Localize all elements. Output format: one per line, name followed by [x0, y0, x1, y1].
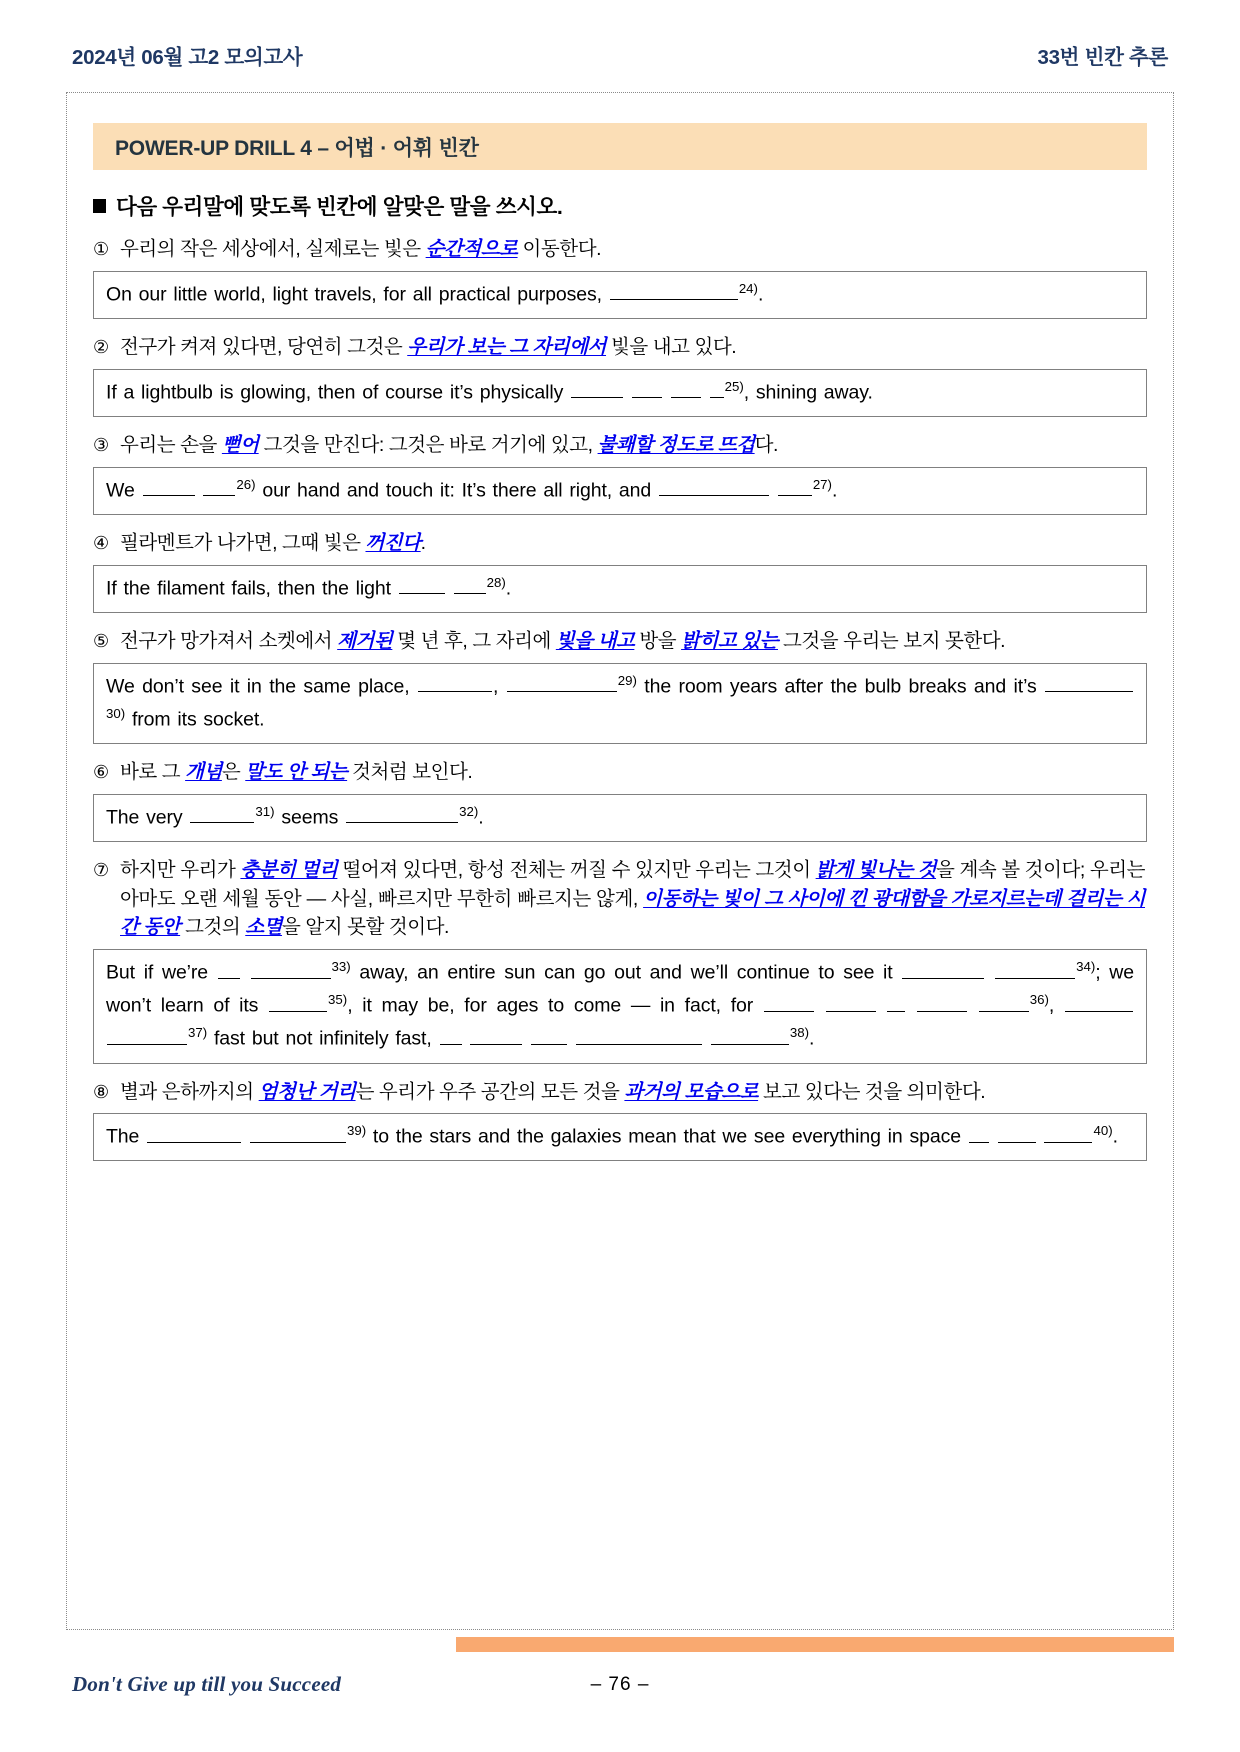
korean-emphasis: 개념: [185, 760, 222, 783]
korean-emphasis: 충분히 멀리: [240, 858, 338, 881]
footnote-marker: 31): [255, 803, 275, 819]
item-number: ⑦: [93, 859, 109, 880]
korean-text-part: 우리는 손을: [120, 433, 222, 456]
answer-blank[interactable]: [531, 1024, 567, 1044]
footnote-marker: 37): [188, 1025, 208, 1041]
list-item: [93, 333, 1147, 417]
list-item: [93, 627, 1147, 744]
korean-emphasis: 불쾌할 정도로 뜨겁: [597, 433, 755, 456]
list-item: [93, 235, 1147, 319]
footnote-marker: 36): [1029, 992, 1049, 1008]
korean-text-part: 필라멘트가 나가면, 그때 빛은: [120, 531, 366, 554]
korean-text-part: 별과 은하까지의: [120, 1080, 259, 1103]
item-number: ③: [93, 434, 109, 455]
instruction-text: 다음 우리말에 맞도록 빈칸에 알맞은 말을 쓰시오.: [116, 195, 563, 219]
answer-blank[interactable]: [190, 803, 254, 823]
square-bullet-icon: [93, 199, 106, 213]
answer-blank[interactable]: [671, 378, 701, 398]
answer-blank[interactable]: [399, 574, 445, 594]
item-number: ⑥: [93, 761, 109, 782]
korean-text-part: 그것을 우리는 보지 못한다.: [777, 629, 1006, 652]
korean-text-part: 전구가 망가져서 소켓에서: [120, 629, 338, 652]
list-item: [93, 1078, 1147, 1162]
korean-emphasis: 빛을 내고: [555, 629, 635, 652]
korean-text-part: 은: [221, 760, 246, 783]
korean-sentence: [120, 235, 1147, 264]
answer-box[interactable]: We $^{26)}$ our hand and touch it: It’s there all right, and $^{27)}$.: [93, 467, 1147, 515]
drill-title-bar: [93, 123, 1147, 170]
answer-blank[interactable]: [764, 991, 814, 1011]
korean-text-part: 것처럼 보인다.: [347, 760, 473, 783]
footnote-marker: 38): [789, 1025, 809, 1041]
answer-blank[interactable]: [203, 476, 235, 496]
item-list: [93, 235, 1147, 1175]
korean-prompt: [93, 235, 1147, 264]
answer-box[interactable]: If a lightbulb is glowing, then of course it’s physically $^{25)}$, shining away.: [93, 369, 1147, 417]
drill-title-text: POWER-UP DRILL 4 – 어법 · 어휘 빈칸: [115, 136, 479, 160]
answer-blank[interactable]: [610, 280, 738, 300]
answer-blank[interactable]: [269, 991, 327, 1011]
answer-blank[interactable]: [902, 958, 984, 978]
korean-emphasis: 밝게 빛나는 것: [815, 858, 937, 881]
answer-blank[interactable]: [251, 958, 331, 978]
korean-text-part: 떨어져 있다면, 항성 전체는 꺼질 수 있지만 우리는 그것이: [337, 858, 816, 881]
footnote-marker: 27): [812, 476, 832, 492]
korean-sentence: [120, 758, 1147, 787]
korean-emphasis: 뻗어: [221, 433, 259, 456]
answer-box[interactable]: We don’t see it in the same place, , $^{29)}$ the room years after the bulb breaks and it’s $^{30)}$ from its socket.: [93, 663, 1147, 744]
answer-blank[interactable]: [979, 991, 1029, 1011]
footnote-marker: 28): [486, 574, 506, 590]
footnote-marker: 32): [459, 803, 479, 819]
answer-blank[interactable]: [778, 476, 812, 496]
list-item: [93, 431, 1147, 515]
korean-text-part: 이동한다.: [517, 238, 602, 260]
answer-box[interactable]: But if we’re $^{33)}$ away, an entire sun can go out and we’ll continue to see it $^{34)}$; we won’t learn of its $^{35)}$, it may be, for ages to come — in fact, for $^{36)}$, $^{37)}$ fast but not infinitely fast, $^{38)}$.: [93, 949, 1147, 1063]
item-number: ④: [93, 532, 109, 553]
korean-text-part: 바로 그: [120, 760, 186, 783]
korean-text-part: 전구가 켜져 있다면, 당연히 그것은: [120, 335, 408, 358]
korean-text-part: 을 계속 볼 것이다; 우리는 아마도 오랜 세월 동안 — 사실, 빠르지만 무한히 빠르지는 않게,: [120, 858, 1146, 910]
answer-blank[interactable]: [576, 1024, 702, 1044]
answer-blank[interactable]: [107, 1024, 187, 1044]
korean-text-part: 다.: [754, 433, 778, 456]
korean-prompt: [93, 856, 1147, 943]
korean-sentence: [120, 627, 1147, 656]
footnote-marker: 25): [724, 378, 744, 394]
instruction-line: [93, 190, 1147, 221]
korean-emphasis: 순간적으로: [425, 238, 518, 260]
korean-text-part: 몇 년 후, 그 자리에: [392, 629, 556, 652]
answer-blank[interactable]: [711, 1024, 789, 1044]
answer-blank[interactable]: [147, 1122, 241, 1142]
korean-emphasis: 말도 안 되는: [245, 760, 348, 783]
korean-prompt: [93, 431, 1147, 460]
answer-blank[interactable]: [143, 476, 195, 496]
korean-emphasis: 과거의 모습으로: [624, 1080, 759, 1103]
footnote-marker: 30): [106, 705, 126, 721]
korean-sentence: [120, 856, 1147, 943]
korean-emphasis: 밝히고 있는: [681, 629, 778, 652]
answer-box[interactable]: On our little world, light travels, for all practical purposes, $^{24)}$.: [93, 271, 1147, 319]
answer-blank[interactable]: [1065, 991, 1133, 1011]
answer-blank[interactable]: [218, 958, 240, 978]
korean-text-part: 빛을 내고 있다.: [606, 335, 737, 358]
answer-box[interactable]: The very $^{31)}$ seems $^{32)}$.: [93, 794, 1147, 842]
item-number: ②: [93, 336, 109, 357]
answer-blank[interactable]: [659, 476, 769, 496]
list-item: [93, 758, 1147, 842]
answer-blank[interactable]: [998, 1122, 1036, 1142]
korean-emphasis: 꺼진다: [365, 531, 421, 554]
answer-blank[interactable]: [507, 672, 617, 692]
korean-prompt: [93, 1078, 1147, 1107]
korean-prompt: [93, 529, 1147, 558]
answer-blank[interactable]: [710, 378, 724, 398]
korean-prompt: [93, 627, 1147, 656]
answer-blank[interactable]: [995, 958, 1075, 978]
footnote-marker: 26): [236, 476, 256, 492]
answer-blank[interactable]: [346, 803, 458, 823]
answer-blank[interactable]: [470, 1024, 522, 1044]
korean-emphasis: 제거된: [337, 629, 393, 652]
answer-blank[interactable]: [440, 1024, 462, 1044]
content-frame: [66, 92, 1174, 1630]
list-item: [93, 529, 1147, 613]
korean-text-part: 하지만 우리가: [120, 858, 241, 881]
item-number: ⑧: [93, 1081, 109, 1102]
footnote-marker: 34): [1076, 959, 1096, 975]
korean-text-part: 보고 있다는 것을 의미한다.: [758, 1080, 986, 1103]
korean-prompt: [93, 758, 1147, 787]
header-question-label: 33번 빈칸 추론: [1037, 46, 1168, 69]
page-number: – 76 –: [590, 1673, 650, 1695]
answer-blank[interactable]: [571, 378, 623, 398]
footnote-marker: 33): [331, 959, 351, 975]
korean-prompt: [93, 333, 1147, 362]
answer-blank[interactable]: [826, 991, 876, 1011]
list-item: [93, 856, 1147, 1064]
answer-box[interactable]: The $^{39)}$ to the stars and the galaxies mean that we see everything in space $^{40)}$.: [93, 1113, 1147, 1161]
korean-text-part: 방을: [634, 629, 682, 652]
footer-accent-bar: [456, 1637, 1174, 1652]
korean-sentence: [120, 529, 1147, 558]
page-header: [72, 38, 1168, 72]
korean-text-part: 는 우리가 우주 공간의 모든 것을: [355, 1080, 625, 1103]
answer-blank[interactable]: [969, 1122, 989, 1142]
korean-text-part: 을 알지 못할 것이다.: [282, 916, 449, 939]
korean-sentence: [120, 1078, 1147, 1107]
answer-blank[interactable]: [632, 378, 662, 398]
korean-text-part: 그것을 만진다: 그것은 바로 거기에 있고,: [258, 433, 598, 456]
answer-blank[interactable]: [917, 991, 967, 1011]
header-exam-title: 2024년 06월 고2 모의고사: [72, 46, 303, 69]
answer-blank[interactable]: [418, 672, 492, 692]
item-number: ⑤: [93, 630, 109, 651]
answer-blank[interactable]: [250, 1122, 346, 1142]
korean-emphasis: 우리가 보는 그 자리에서: [407, 335, 607, 358]
footer-motto: Don't Give up till you Succeed: [72, 1672, 342, 1696]
korean-sentence: [120, 333, 1147, 362]
footnote-marker: 40): [1093, 1123, 1113, 1139]
korean-text-part: .: [420, 531, 426, 554]
korean-emphasis: 소멸: [245, 916, 283, 939]
answer-box[interactable]: If the filament fails, then the light $^{28)}$.: [93, 565, 1147, 613]
korean-sentence: [120, 431, 1147, 460]
item-number: ①: [93, 239, 109, 259]
korean-text-part: 그것의: [180, 916, 246, 939]
page-footer: [72, 1672, 1168, 1697]
korean-emphasis: 이동하는 빛이 그 사이에 낀 광대함을 가로지르는데 걸리는 시간 동안: [120, 887, 1145, 939]
korean-emphasis: 엄청난 거리: [258, 1080, 356, 1103]
footnote-marker: 35): [328, 992, 348, 1008]
footnote-marker: 24): [738, 280, 758, 296]
footnote-marker: 39): [346, 1123, 367, 1139]
korean-text-part: 우리의 작은 세상에서, 실제로는 빛은: [120, 238, 426, 260]
answer-blank[interactable]: [1044, 1122, 1092, 1142]
footnote-marker: 29): [617, 672, 637, 688]
answer-blank[interactable]: [454, 574, 486, 594]
answer-blank[interactable]: [887, 991, 905, 1011]
answer-blank[interactable]: [1045, 672, 1133, 692]
